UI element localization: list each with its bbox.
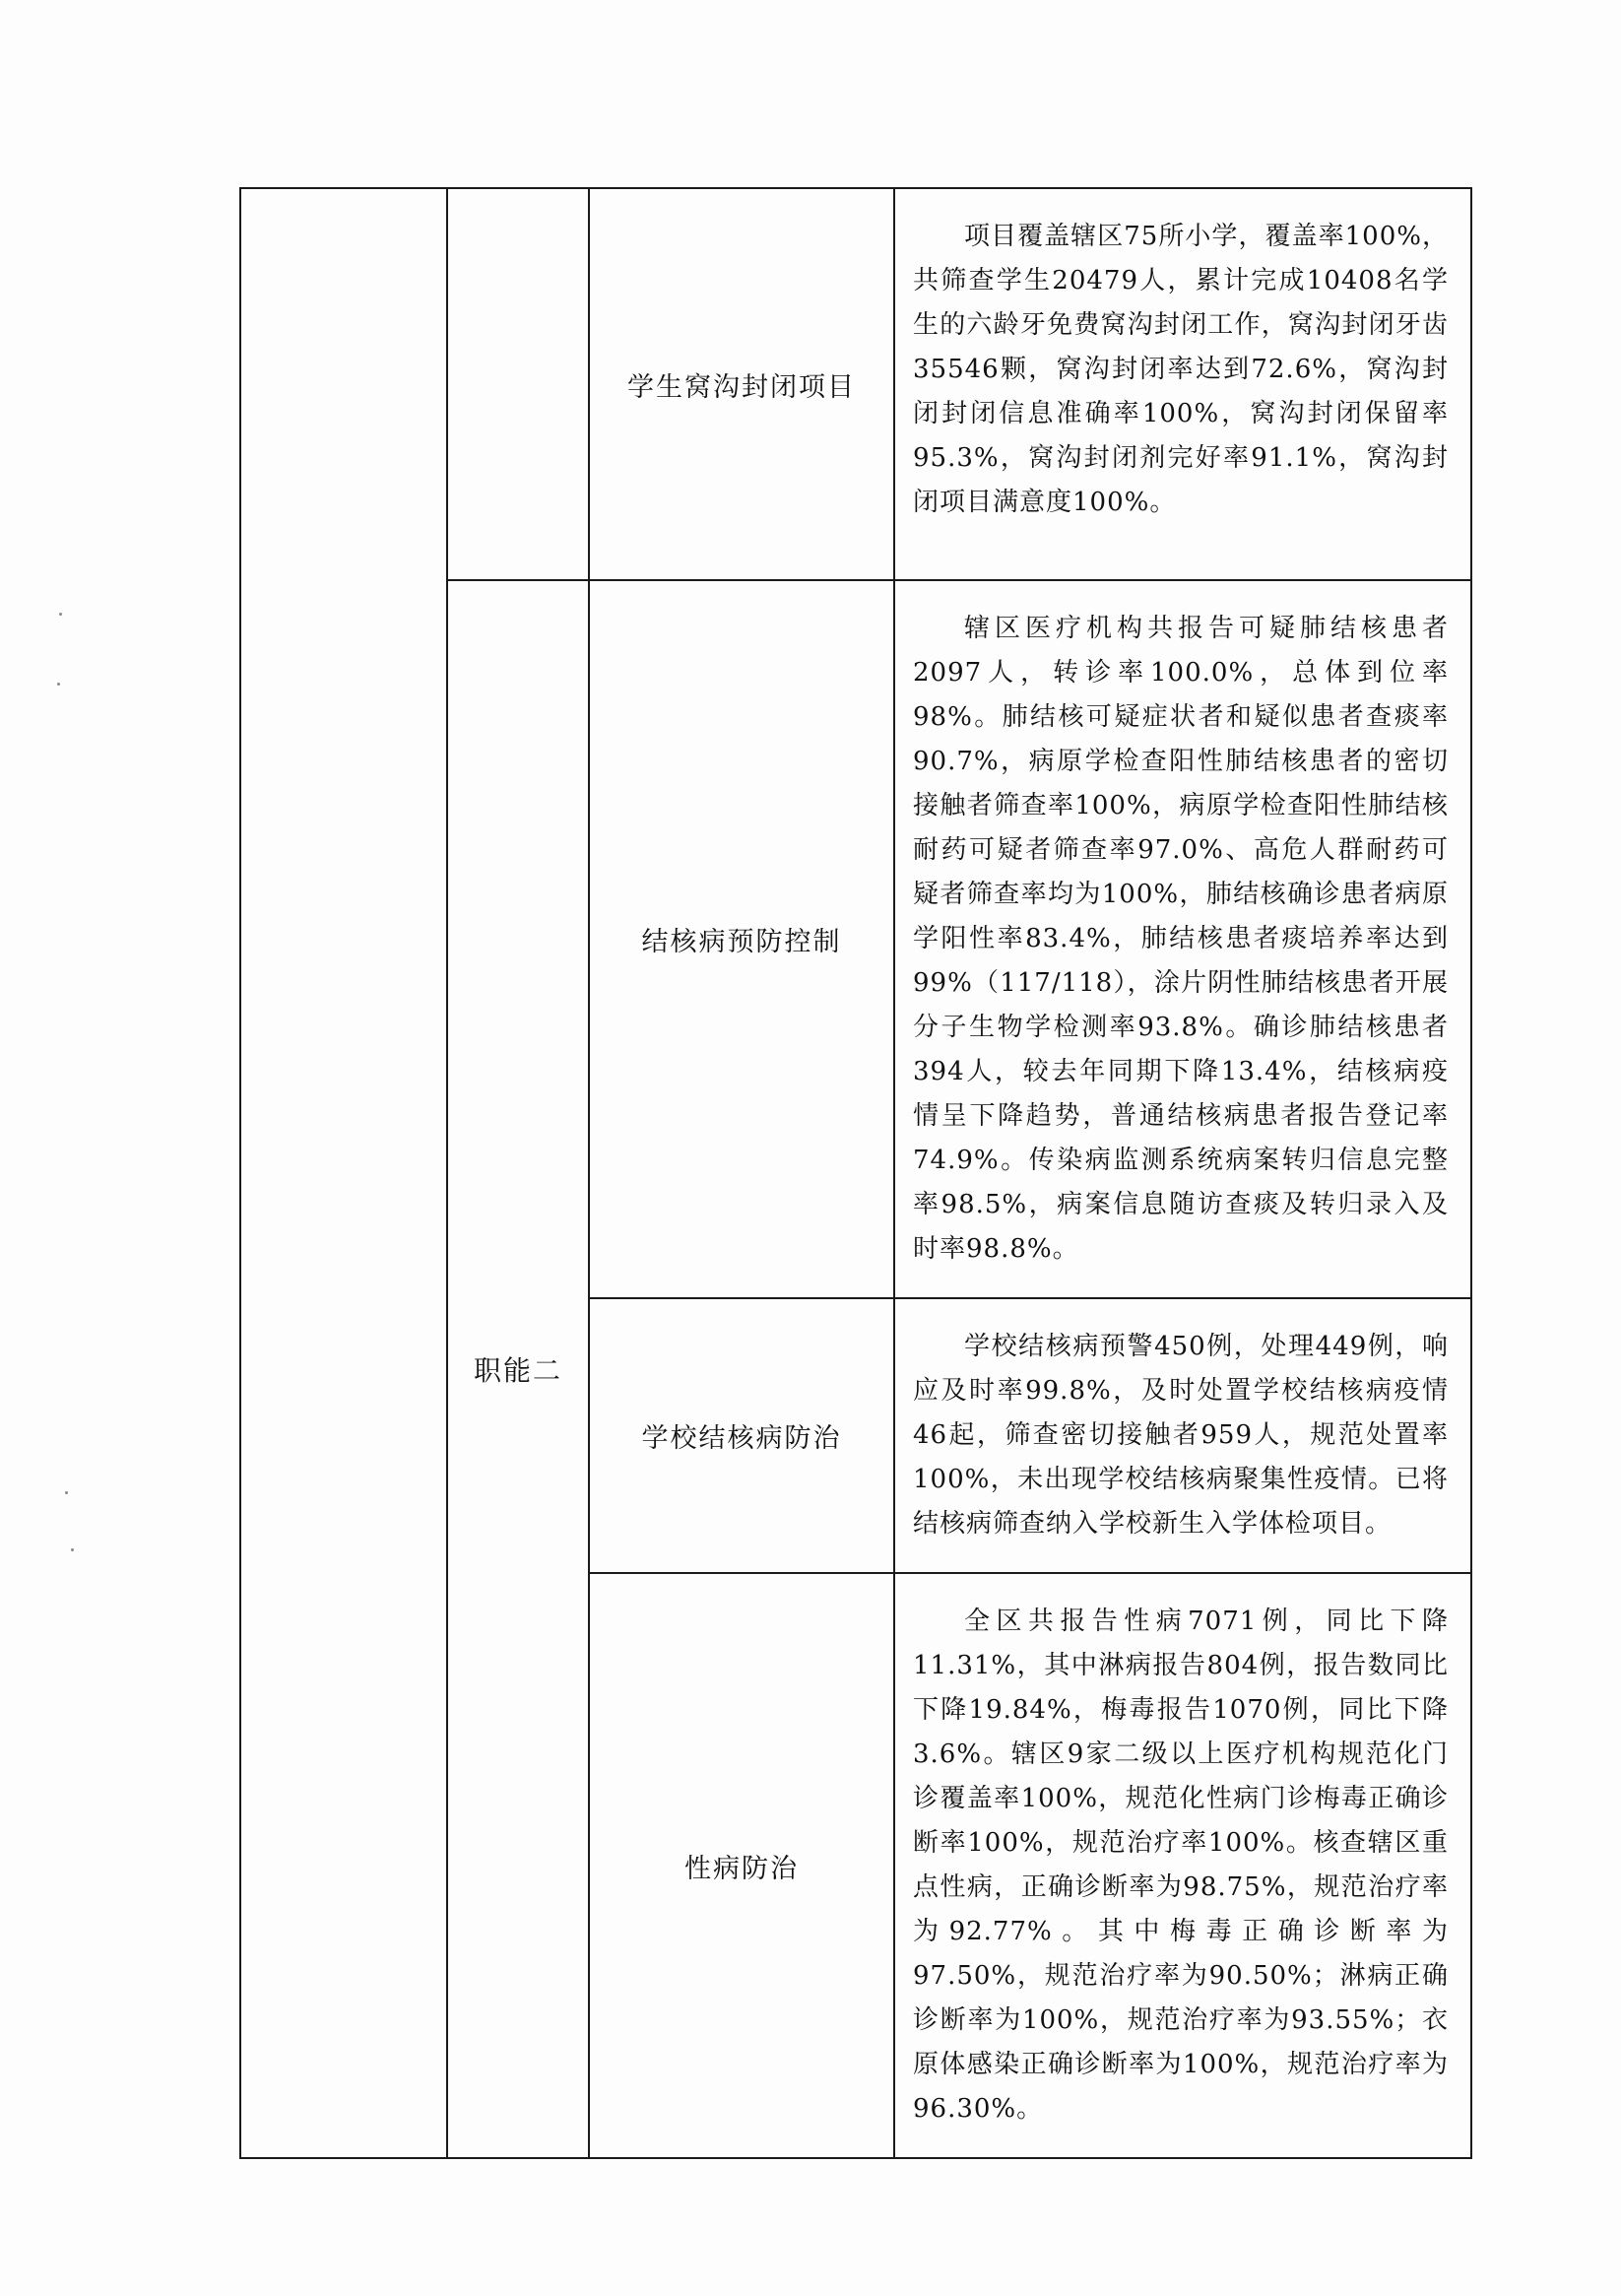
scan-speck (59, 613, 62, 616)
project-name-cell: 性病防治 (589, 1573, 894, 2158)
project-name-cell: 学生窝沟封闭项目 (589, 188, 894, 580)
project-content-text: 项目覆盖辖区75所小学，覆盖率100%，共筛查学生20479人，累计完成10408名学生的六龄牙免费窝沟封闭工作，窝沟封闭牙齿35546颗，窝沟封闭率达到72.6%，窝沟封闭封闭信息准确率100%，窝沟封闭保留率95.3%，窝沟封闭剂完好率91.1%，窝沟封闭项目满意度100%。 (913, 222, 1449, 517)
project-name-cell: 结核病预防控制 (589, 580, 894, 1298)
project-content-cell (894, 1298, 1471, 1573)
project-content-cell (894, 580, 1471, 1298)
scan-speck (71, 1548, 74, 1551)
project-content-text: 全区共报告性病7071例，同比下降11.31%，其中淋病报告804例，报告数同比下降19.84%，梅毒报告1070例，同比下降3.6%。辖区9家二级以上医疗机构规范化门诊覆盖率100%，规范化性病门诊梅毒正确诊断率100%，规范治疗率100%。核查辖区重点性病，正确诊断率为98.75%，规范治疗率为92.77%。其中梅毒正确诊断率为97.50%，规范治疗率为90.50%；淋病正确诊断率为100%，规范治疗率为93.55%；衣原体感染正确诊断率为100%，规范治疗率为96.30%。 (913, 1607, 1449, 2124)
project-content-text: 学校结核病预警450例，处理449例，响应及时率99.8%，及时处置学校结核病疫情46起，筛查密切接触者959人，规范处置率100%，未出现学校结核病聚集性疫情。已将结核病筛查纳入学校新生入学体检项目。 (913, 1332, 1449, 1539)
performance-table (239, 187, 1472, 2159)
project-content-cell (894, 188, 1471, 580)
table-row (240, 188, 1471, 580)
scan-speck (57, 683, 60, 686)
project-content-cell (894, 1573, 1471, 2158)
scan-speck (65, 1491, 68, 1494)
project-name-cell: 学校结核病防治 (589, 1298, 894, 1573)
category-cell-empty (240, 188, 447, 2158)
role-cell-empty-top (447, 188, 589, 580)
project-content-text: 辖区医疗机构共报告可疑肺结核患者2097人，转诊率100.0%，总体到位率98%。肺结核可疑症状者和疑似患者查痰率90.7%，病原学检查阳性肺结核患者的密切接触者筛查率100%，病原学检查阳性肺结核耐药可疑者筛查率97.0%、高危人群耐药可疑者筛查率均为100%，肺结核确诊患者病原学阳性率83.4%，肺结核患者痰培养率达到99%（117/118），涂片阴性肺结核患者开展分子生物学检测率93.8%。确诊肺结核患者394人，较去年同期下降13.4%，结核病疫情呈下降趋势，普通结核病患者报告登记率74.9%。传染病监测系统病案转归信息完整率98.5%，病案信息随访查痰及转归录入及时率98.8%。 (913, 614, 1449, 1264)
role-cell: 职能二 (447, 580, 589, 2158)
